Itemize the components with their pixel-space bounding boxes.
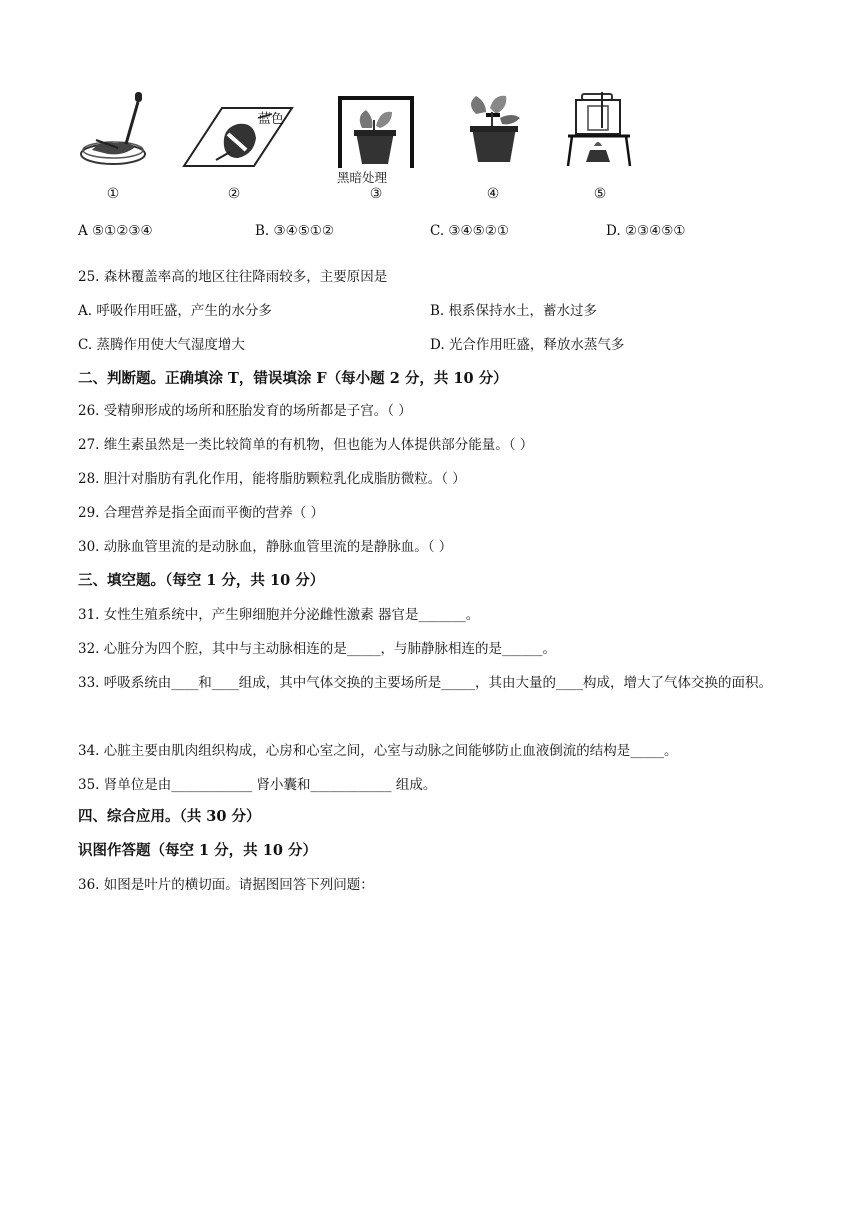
- dark-treatment-label: 黑暗处理: [337, 170, 388, 185]
- q25-option-b: B. 根系保持水土，蓄水过多: [430, 303, 598, 319]
- q31: 31. 女性生殖系统中，产生卵细胞并分泌雌性激素 器官是_______。: [78, 607, 480, 623]
- section-3-title: 三、填空题。（每空 1 分，共 10 分）: [78, 572, 325, 589]
- section-4-subtitle: 识图作答题（每空 1 分，共 10 分）: [78, 842, 317, 859]
- q35: 35. 肾单位是由____________ 肾小囊和____________ 组成。: [78, 777, 437, 793]
- q36: 36. 如图是叶片的横切面。请据图回答下列问题：: [78, 877, 374, 893]
- q24-option-d: D. ②③④⑤①: [606, 223, 686, 239]
- q29: 29. 合理营养是指全面而平衡的营养（ ）: [78, 505, 325, 521]
- q26: 26. 受精卵形成的场所和胚胎发育的场所都是子宫。（ ）: [78, 403, 412, 419]
- figure-number-1: ①: [106, 186, 120, 202]
- blue-label: 蓝色: [258, 112, 285, 127]
- experiment-figures: [78, 88, 648, 208]
- q30: 30. 动脉血管里流的是动脉血，静脉血管里流的是静脉血。（ ）: [78, 539, 453, 555]
- q25-option-a: A. 呼吸作用旺盛，产生的水分多: [78, 303, 272, 319]
- q34: 34. 心脏主要由肌肉组织构成，心房和心室之间，心室与动脉之间能够防止血液倒流的结构是_____。: [78, 743, 678, 759]
- figure-number-3: ③: [369, 186, 383, 202]
- q33: 33. 呼吸系统由____和____组成，其中气体交换的主要场所是_____，其由大量的____构成，增大了气体交换的面积。: [78, 675, 773, 691]
- q25-option-c: C. 蒸腾作用使大气湿度增大: [78, 337, 245, 353]
- q27: 27. 维生素虽然是一类比较简单的有机物，但也能为人体提供部分能量。（ ）: [78, 437, 534, 453]
- figure-number-5: ⑤: [593, 186, 607, 202]
- figure-number-4: ④: [486, 186, 500, 202]
- q24-option-a: A ⑤①②③④: [78, 223, 153, 239]
- q25-stem: 25. 森林覆盖率高的地区往往降雨较多，主要原因是: [78, 269, 388, 285]
- q24-option-c: C. ③④⑤②①: [430, 223, 509, 239]
- section-4-title: 四、综合应用。（共 30 分）: [78, 808, 261, 825]
- q28: 28. 胆汁对脂肪有乳化作用，能将脂肪颗粒乳化成脂肪微粒。（ ）: [78, 471, 466, 487]
- q24-option-b: B. ③④⑤①②: [255, 223, 335, 239]
- q32: 32. 心脏分为四个腔，其中与主动脉相连的是_____，与肺静脉相连的是______。: [78, 641, 557, 657]
- figure-number-2: ②: [227, 186, 241, 202]
- section-2-title: 二、判断题。正确填涂 T，错误填涂 F（每小题 2 分，共 10 分）: [78, 370, 508, 387]
- q25-option-d: D. 光合作用旺盛，释放水蒸气多: [430, 337, 625, 353]
